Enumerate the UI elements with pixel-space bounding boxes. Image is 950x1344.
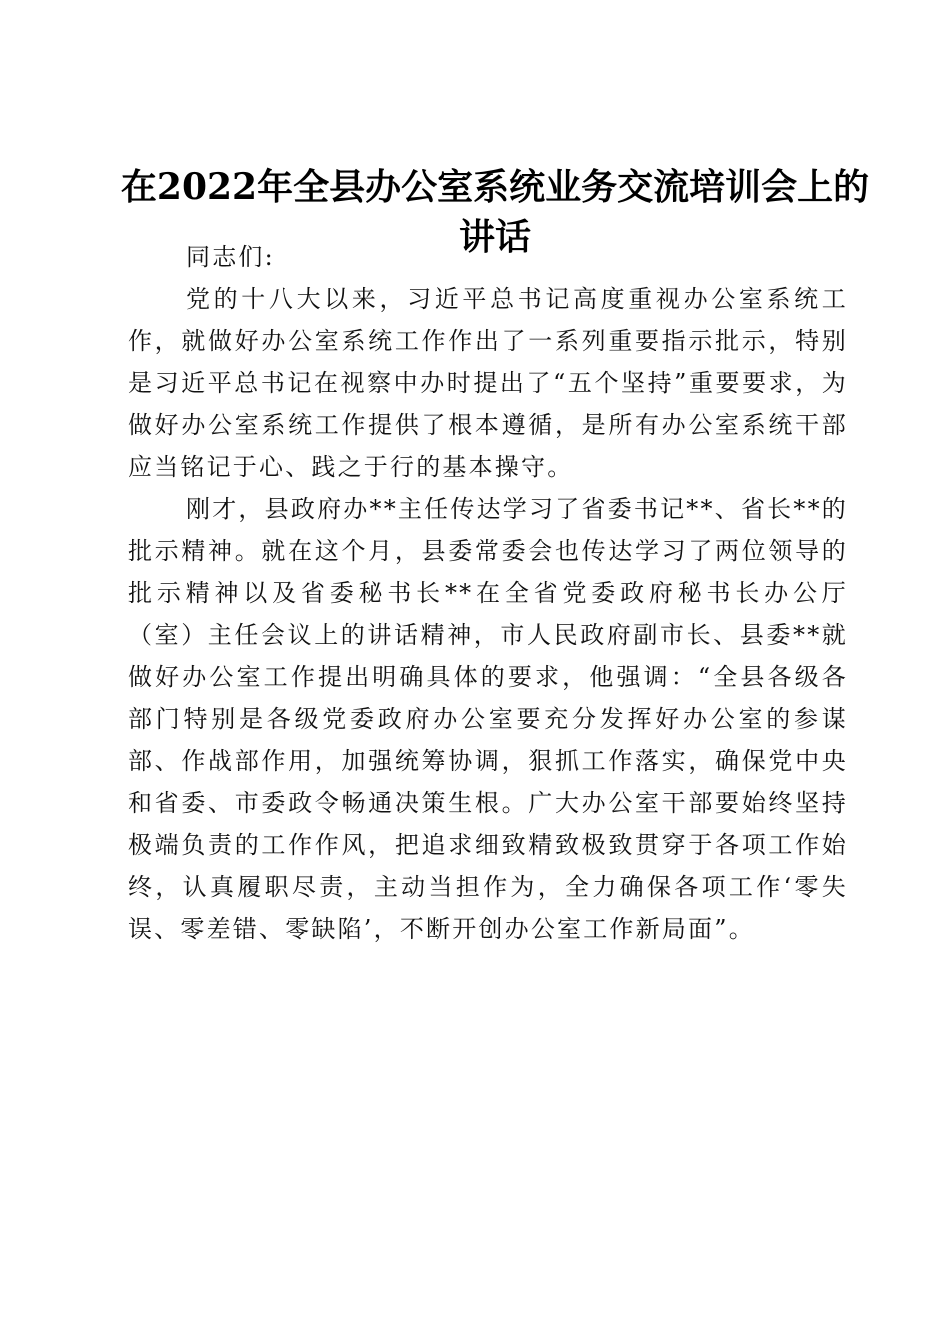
document-body bbox=[128, 236, 848, 950]
salutation: 同志们: bbox=[186, 243, 275, 271]
paragraph-1: 党的十八大以来，习近平总书记高度重视办公室系统工作，就做好办公室系统工作作出了一系列重要指示批示，特别是习近平总书记在视察中办时提出了“五个坚持”重要要求，为做好办公室系统工作提供了根本遵循，是所有办公室系统干部应当铭记于心、践之于行的基本操守。 bbox=[128, 285, 848, 481]
paragraph-2: 刚才，县政府办**主任传达学习了省委书记**、省长**的批示精神。就在这个月，县委常委会也传达学习了两位领导的批示精神以及省委秘书长**在全省党委政府秘书长办公厅（室）主任会议上的讲话精神，市人民政府副市长、县委**就做好办公室工作提出明确具体的要求，他强调：“全县各级各部门特别是各级党委政府办公室要充分发挥好办公室的参谋部、作战部作用，加强统筹协调，狠抓工作落实，确保党中央和省委、市委政令畅通决策生根。广大办公室干部要始终坚持极端负责的工作作风，把追求细致精致极致贯穿于各项工作始终，认真履职尽责，主动当担作为，全力确保各项工作‘零失误、零差错、零缺陷’，不断开创办公室工作新局面”。 bbox=[128, 495, 848, 943]
document-title: 在2022年全县办公室系统业务交流培训会上的讲话 bbox=[120, 166, 870, 258]
